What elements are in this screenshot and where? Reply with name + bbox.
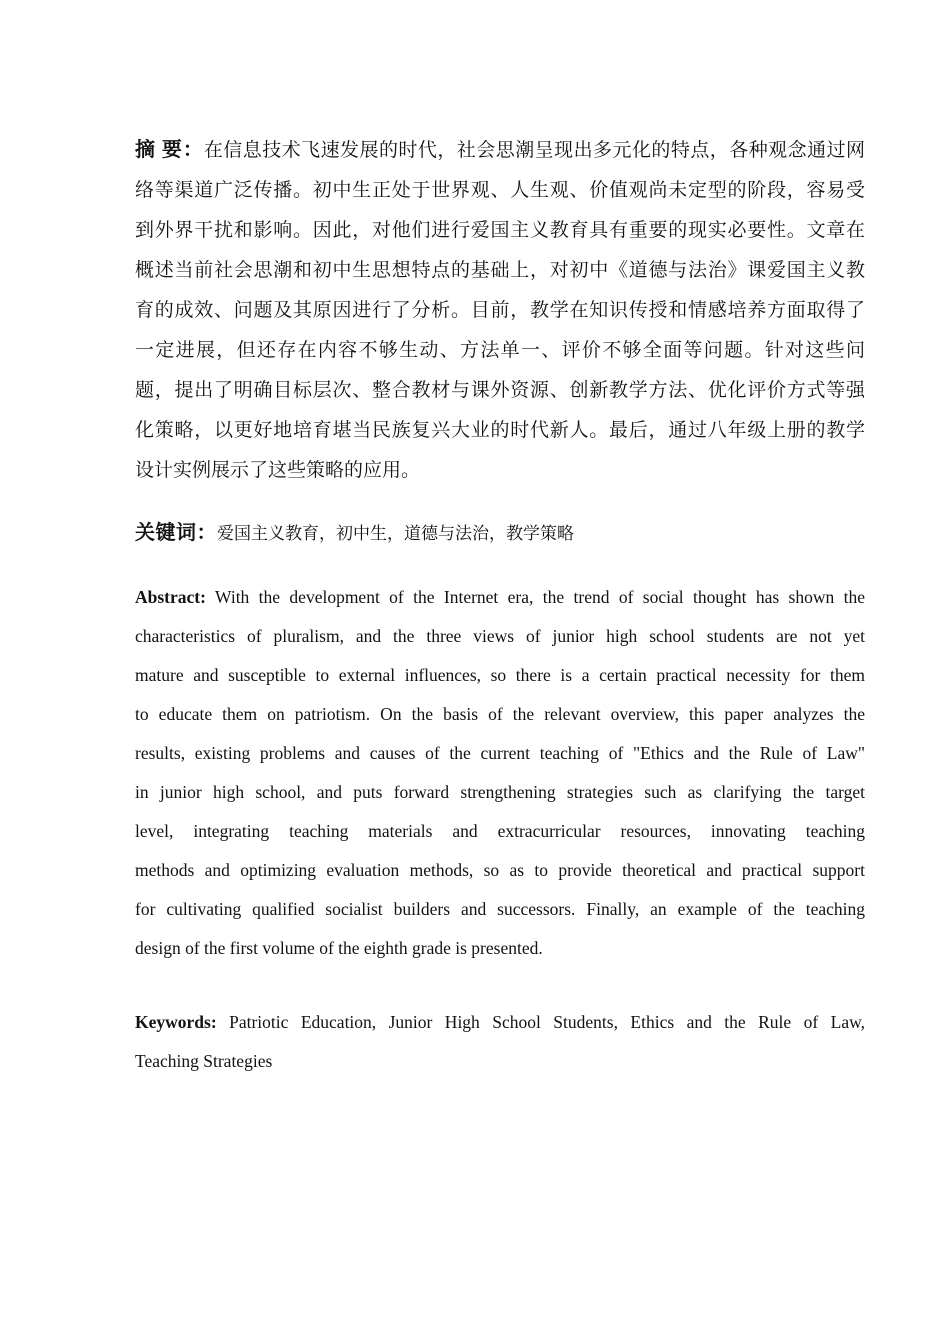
paragraph-text: in junior high school, and puts forward strengthening strategies such as clarifying the target: [135, 782, 865, 802]
paragraph-text: to educate them on patriotism. On the basis of the relevant overview, this paper analyzes the: [135, 704, 865, 724]
paragraph-text: methods and optimizing evaluation methods, so as to provide theoretical and practical support: [135, 860, 865, 880]
paragraph-text: characteristics of pluralism, and the three views of junior high school students are not yet: [135, 626, 865, 646]
paragraph-text: design of the first volume of the eighth grade is presented.: [135, 938, 543, 958]
paragraph-text: results, existing problems and causes of the current teaching of "Ethics and the Rule of Law": [135, 743, 865, 763]
paragraph-label: Abstract:: [135, 587, 206, 607]
text-line: [135, 513, 865, 554]
text-line: [135, 1042, 865, 1081]
paragraph-label: 关键词：: [135, 522, 217, 544]
paragraph-label: Keywords:: [135, 1012, 217, 1032]
paragraph-text: 育的成效、问题及其原因进行了分析。目前，教学在知识传授和情感培养方面取得了: [135, 300, 865, 321]
abstract-content: [135, 130, 865, 1081]
text-line: [135, 1003, 865, 1042]
paragraph-text: 设计实例展示了这些策略的应用。: [135, 460, 421, 481]
paragraph-text: 化策略，以更好地培育堪当民族复兴大业的时代新人。最后，通过八年级上册的教学: [135, 420, 865, 441]
chinese-abstract-paragraph: [135, 130, 865, 491]
text-line: [135, 211, 865, 251]
text-line: [135, 578, 865, 617]
text-line: [135, 451, 865, 491]
text-line: [135, 773, 865, 812]
paragraph-text: level, integrating teaching materials and extracurricular resources, innovating teaching: [135, 821, 865, 841]
text-line: [135, 929, 865, 968]
paragraph-text: 概述当前社会思潮和初中生思想特点的基础上，对初中《道德与法治》课爱国主义教: [135, 260, 865, 281]
text-line: [135, 130, 865, 171]
text-line: [135, 171, 865, 211]
text-line: [135, 812, 865, 851]
text-line: [135, 656, 865, 695]
paragraph-text: Teaching Strategies: [135, 1051, 273, 1071]
text-line: [135, 890, 865, 929]
paragraph-text: 在信息技术飞速发展的时代，社会思潮呈现出多元化的特点，各种观念通过网: [203, 140, 865, 161]
text-line: [135, 851, 865, 890]
paragraph-text: for cultivating qualified socialist builders and successors. Finally, an example of the teaching: [135, 899, 865, 919]
paragraph-text: With the development of the Internet era, the trend of social thought has shown the: [205, 587, 865, 607]
paragraph-text: 一定进展，但还存在内容不够生动、方法单一、评价不够全面等问题。针对这些问: [135, 340, 865, 361]
text-line: [135, 291, 865, 331]
paragraph-text: Patriotic Education, Junior High School Students, Ethics and the Rule of Law,: [216, 1012, 865, 1032]
text-line: [135, 617, 865, 656]
text-line: [135, 734, 865, 773]
paragraph-text: 爱国主义教育，初中生，道德与法治，教学策略: [217, 524, 574, 543]
paragraph-text: 到外界干扰和影响。因此，对他们进行爱国主义教育具有重要的现实必要性。文章在: [135, 220, 865, 241]
paragraph-text: mature and susceptible to external influences, so there is a certain practical necessity for them: [135, 665, 865, 685]
paragraph-label: 摘 要：: [135, 139, 204, 161]
text-line: [135, 331, 865, 371]
english-keywords-paragraph: [135, 1003, 865, 1081]
english-abstract-paragraph: [135, 578, 865, 968]
text-line: [135, 411, 865, 451]
text-line: [135, 251, 865, 291]
text-line: [135, 371, 865, 411]
text-line: [135, 695, 865, 734]
paragraph-text: 络等渠道广泛传播。初中生正处于世界观、人生观、价值观尚未定型的阶段，容易受: [135, 180, 865, 201]
paragraph-text: 题，提出了明确目标层次、整合教材与课外资源、创新教学方法、优化评价方式等强: [135, 380, 865, 401]
chinese-keywords-paragraph: [135, 513, 865, 554]
